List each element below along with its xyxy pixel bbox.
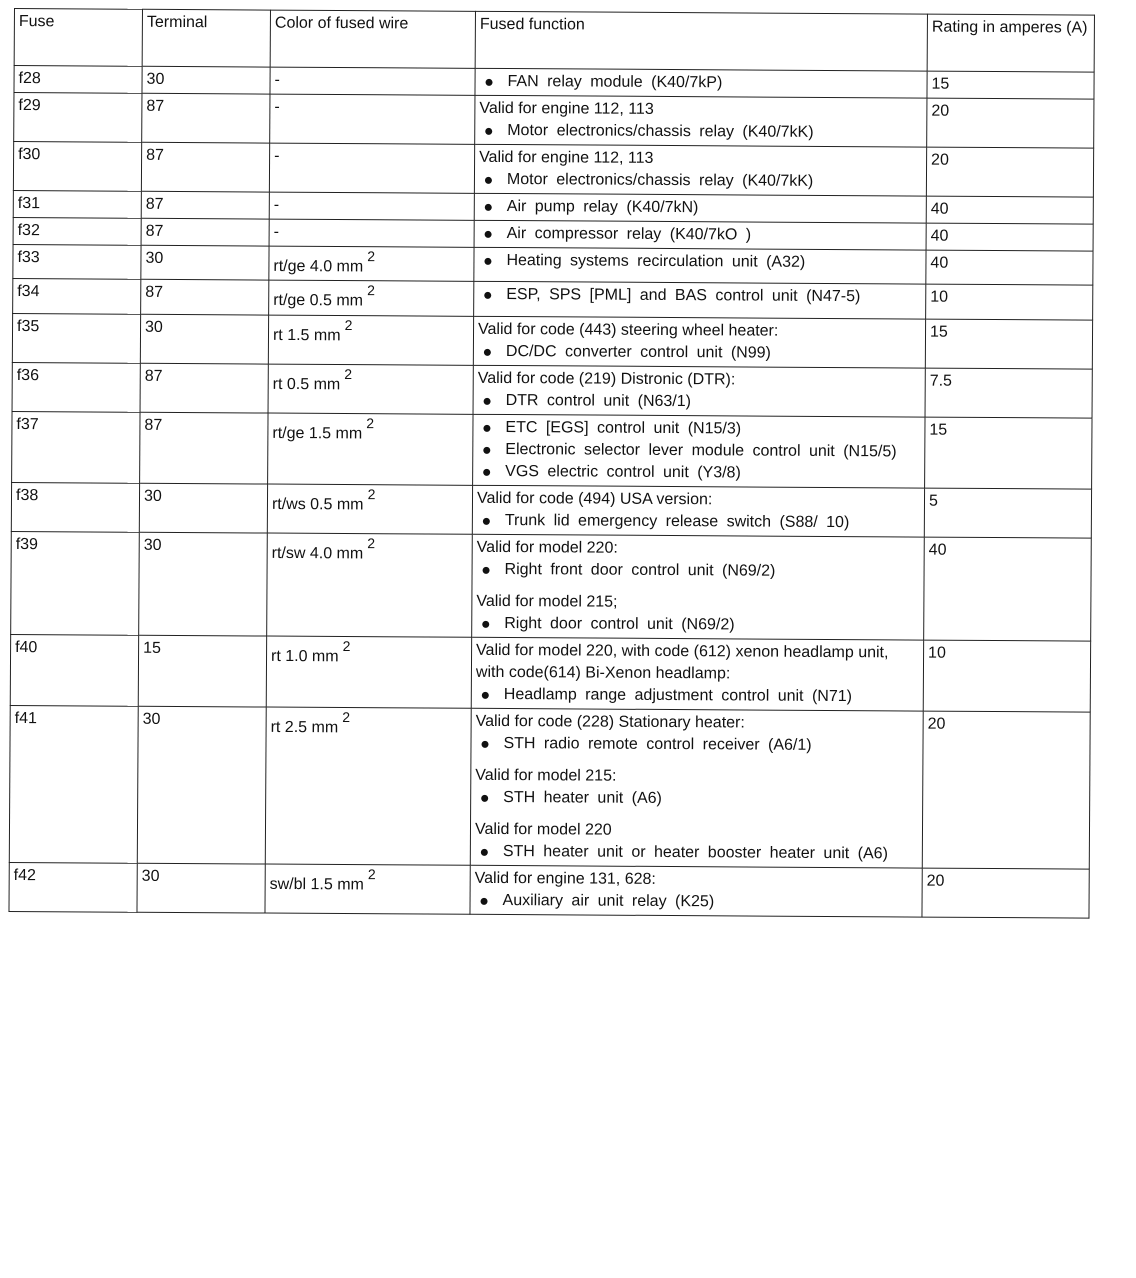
rating-cell: 20 <box>926 147 1093 197</box>
wire-color-text: rt/ws 0.5 mm <box>271 495 364 514</box>
wire-color-cell <box>269 246 474 282</box>
fused-function-cell <box>470 708 923 868</box>
wire-color-cell <box>268 315 473 365</box>
table-header-row <box>14 9 1094 73</box>
fused-function-cell <box>475 68 927 98</box>
wire-color-text: rt/ge 4.0 mm <box>273 257 364 276</box>
fuse-id-cell: f33 <box>13 244 141 279</box>
wire-color-cell <box>265 864 470 914</box>
fuse-id-cell: f41 <box>9 705 138 863</box>
function-group <box>479 223 920 248</box>
wire-color-text: sw/bl 1.5 mm <box>269 875 364 894</box>
wire-color-text: rt/sw 4.0 mm <box>271 544 364 563</box>
validity-note: Valid for engine 112, 113 <box>479 99 654 118</box>
fused-function-cell <box>473 365 925 417</box>
fuse-id-cell: f36 <box>12 362 140 412</box>
terminal-cell: 87 <box>141 280 269 315</box>
component-list <box>478 340 919 365</box>
square-superscript: 2 <box>367 282 375 299</box>
component-list <box>479 169 920 194</box>
validity-note: Valid for model 220 <box>474 820 612 839</box>
fused-function-cell <box>474 193 926 223</box>
fuse-id-cell: f38 <box>11 482 139 532</box>
function-group <box>474 867 915 914</box>
component-list <box>479 223 920 248</box>
rating-cell: 40 <box>926 196 1093 224</box>
validity-note: Valid for code (443) steering wheel heater: <box>477 320 779 340</box>
terminal-cell: 87 <box>141 218 269 246</box>
function-group <box>478 318 919 365</box>
fuse-id-cell: f29 <box>14 93 142 143</box>
component-list-item: Trunk lid emergency release switch (S88/ 10) <box>477 509 918 534</box>
terminal-cell: 87 <box>140 363 268 413</box>
square-superscript: 2 <box>367 865 376 882</box>
rating-cell: 10 <box>923 640 1090 712</box>
terminal-cell: 87 <box>140 412 268 484</box>
fuse-id-cell: f40 <box>10 634 138 706</box>
fuse-id-cell: f30 <box>13 142 141 192</box>
validity-note: Valid for model 215; <box>476 592 618 611</box>
function-group <box>477 487 918 534</box>
fuse-id-cell: f34 <box>13 279 141 314</box>
component-list <box>479 120 920 145</box>
square-superscript: 2 <box>344 365 353 382</box>
terminal-cell: 15 <box>138 635 266 707</box>
terminal-cell: 30 <box>140 314 268 364</box>
rating-cell: 15 <box>925 417 1092 489</box>
fused-function-cell <box>473 316 925 368</box>
header-color: Color of fused wire <box>270 10 475 68</box>
function-group <box>475 710 916 757</box>
function-group <box>478 250 919 275</box>
document-page <box>8 8 1109 918</box>
table-row <box>11 482 1091 538</box>
function-group <box>479 98 920 145</box>
validity-note: Valid for code (228) Stationary heater: <box>475 712 745 732</box>
rating-cell: 7.5 <box>925 368 1092 418</box>
function-group <box>479 71 920 96</box>
component-list <box>479 71 920 96</box>
header-function: Fused function <box>475 11 927 71</box>
wire-color-text: - <box>274 147 280 165</box>
validity-note: Valid for model 215: <box>475 766 617 785</box>
component-list-item: STH heater unit (A6) <box>475 786 916 811</box>
table-row <box>13 142 1093 198</box>
component-list <box>478 389 919 414</box>
wire-color-text: - <box>273 223 280 241</box>
header-terminal: Terminal <box>142 9 270 67</box>
terminal-cell: 30 <box>139 532 268 636</box>
wire-color-cell <box>266 636 471 708</box>
component-list-item: STH radio remote control receiver (A6/1) <box>475 732 916 757</box>
component-list <box>475 786 916 811</box>
fuse-id-cell: f37 <box>12 411 140 483</box>
header-fuse: Fuse <box>14 9 142 67</box>
fuse-id-cell: f42 <box>9 862 137 912</box>
rating-cell: 40 <box>926 223 1093 251</box>
component-list <box>478 250 919 275</box>
function-group <box>476 639 917 708</box>
wire-color-cell <box>267 484 472 534</box>
component-list-item: DTR control unit (N63/1) <box>478 389 919 414</box>
rating-cell: 15 <box>927 71 1094 99</box>
wire-color-cell <box>269 280 474 316</box>
component-list-item: Headlamp range adjustment control unit (N71) <box>476 683 917 708</box>
component-list <box>477 509 918 534</box>
validity-note: Valid for engine 112, 113 <box>479 148 654 167</box>
square-superscript: 2 <box>342 637 351 654</box>
table-row <box>12 362 1092 418</box>
component-list <box>476 612 917 637</box>
component-list-item: VGS electric control unit (Y3/8) <box>477 460 918 485</box>
component-list-item: Heating systems recirculation unit (A32) <box>478 250 919 275</box>
function-group <box>475 818 916 865</box>
terminal-cell: 30 <box>137 706 266 864</box>
function-group <box>476 590 917 637</box>
fuse-id-cell: f32 <box>13 217 141 245</box>
component-list <box>476 683 917 708</box>
fused-function-cell <box>474 247 926 284</box>
component-list <box>474 889 915 914</box>
wire-color-cell <box>265 707 471 865</box>
validity-note: Valid for model 220, with code (612) xenon headlamp unit, with code(614) Bi-Xenon headlamp: <box>475 641 889 683</box>
table-row <box>9 705 1090 869</box>
rating-cell: 15 <box>925 319 1092 369</box>
rating-cell: 20 <box>922 868 1089 918</box>
function-group <box>479 147 920 194</box>
component-list <box>478 284 919 309</box>
function-group <box>477 416 918 485</box>
component-list-item: Air pump relay (K40/7kN) <box>479 196 920 221</box>
fuse-id-cell: f28 <box>14 66 142 94</box>
fused-function-cell <box>475 95 927 147</box>
wire-color-cell <box>269 192 474 220</box>
validity-note: Valid for model 220: <box>476 538 618 557</box>
function-group <box>479 196 920 221</box>
rating-cell: 40 <box>926 250 1093 285</box>
component-list <box>479 196 920 221</box>
wire-color-cell <box>267 533 473 637</box>
component-list-item: ETC [EGS] control unit (N15/3) <box>477 416 918 441</box>
wire-color-text: rt 2.5 mm <box>270 718 339 736</box>
component-list-item: Electronic selector lever module control unit (N15/5) <box>477 438 918 463</box>
validity-note: Valid for engine 131, 628: <box>474 869 656 888</box>
fuse-id-cell: f31 <box>13 190 141 218</box>
rating-cell: 20 <box>922 711 1090 869</box>
wire-color-cell <box>268 364 473 414</box>
square-superscript: 2 <box>342 708 351 725</box>
square-superscript: 2 <box>367 248 376 265</box>
fused-function-cell <box>473 414 925 488</box>
square-superscript: 2 <box>367 534 376 551</box>
component-list-item: Right front door control unit (N69/2) <box>477 558 918 583</box>
wire-color-cell <box>268 413 473 485</box>
terminal-cell: 30 <box>142 66 270 94</box>
component-list-item: ESP, SPS [PML] and BAS control unit (N47-5) <box>478 284 919 309</box>
component-list <box>475 732 916 757</box>
component-list-item: Right door control unit (N69/2) <box>476 612 917 637</box>
component-list <box>477 416 918 485</box>
wire-color-cell <box>270 94 475 144</box>
wire-color-cell <box>269 143 474 193</box>
fused-function-cell <box>474 144 926 196</box>
function-group <box>478 284 919 309</box>
component-list-item: FAN relay module (K40/7kP) <box>479 71 920 96</box>
wire-color-text: rt 0.5 mm <box>272 375 341 393</box>
fused-function-cell <box>474 282 926 319</box>
terminal-cell: 87 <box>142 93 270 143</box>
wire-color-text: rt/ge 0.5 mm <box>273 292 364 310</box>
fused-function-cell <box>472 485 924 537</box>
wire-color-text: - <box>274 71 280 89</box>
table-row <box>11 531 1092 641</box>
component-list <box>475 840 916 865</box>
component-list-item: Air compressor relay (K40/7kO ) <box>479 223 920 248</box>
wire-color-text: rt 1.0 mm <box>270 647 339 665</box>
validity-note: Valid for code (494) USA version: <box>476 489 713 508</box>
function-group <box>477 536 918 583</box>
rating-cell: 20 <box>927 98 1094 148</box>
terminal-cell: 30 <box>141 245 269 280</box>
terminal-cell: 30 <box>137 863 265 913</box>
fuse-id-cell: f35 <box>12 313 140 363</box>
table-row <box>14 93 1094 149</box>
terminal-cell: 30 <box>139 483 267 533</box>
rating-cell: 40 <box>924 537 1092 641</box>
square-superscript: 2 <box>366 414 375 431</box>
wire-color-cell <box>269 219 474 247</box>
validity-note: Valid for code (219) Distronic (DTR): <box>477 369 736 389</box>
component-list-item: Motor electronics/chassis relay (K40/7kK) <box>479 120 920 145</box>
table-row <box>10 634 1090 712</box>
square-superscript: 2 <box>367 485 376 502</box>
fuse-table <box>8 8 1095 918</box>
terminal-cell: 87 <box>141 191 269 219</box>
table-row <box>9 862 1089 918</box>
wire-color-text: - <box>274 98 280 116</box>
rating-cell: 10 <box>926 284 1093 319</box>
wire-color-text: rt 1.5 mm <box>272 326 341 344</box>
fuse-id-cell: f39 <box>11 531 140 635</box>
table-row <box>12 313 1092 369</box>
function-group <box>478 367 919 414</box>
terminal-cell: 87 <box>141 142 269 192</box>
component-list-item: Auxiliary air unit relay (K25) <box>474 889 915 914</box>
component-list <box>477 558 918 583</box>
component-list-item: STH heater unit or heater booster heater unit (A6) <box>475 840 916 865</box>
wire-color-text: - <box>273 196 280 214</box>
table-row <box>12 411 1092 489</box>
table-body <box>9 66 1094 918</box>
component-list-item: Motor electronics/chassis relay (K40/7kK) <box>479 169 920 194</box>
fused-function-cell <box>472 534 925 640</box>
header-rating: Rating in amperes (A) <box>927 14 1094 72</box>
rating-cell: 5 <box>924 488 1091 538</box>
wire-color-text: rt/ge 1.5 mm <box>272 424 363 443</box>
fused-function-cell <box>470 865 922 917</box>
square-superscript: 2 <box>344 316 353 333</box>
fused-function-cell <box>474 220 926 250</box>
component-list-item: DC/DC converter control unit (N99) <box>478 340 919 365</box>
function-group <box>475 764 916 811</box>
wire-color-cell <box>270 67 475 95</box>
fused-function-cell <box>471 637 923 711</box>
